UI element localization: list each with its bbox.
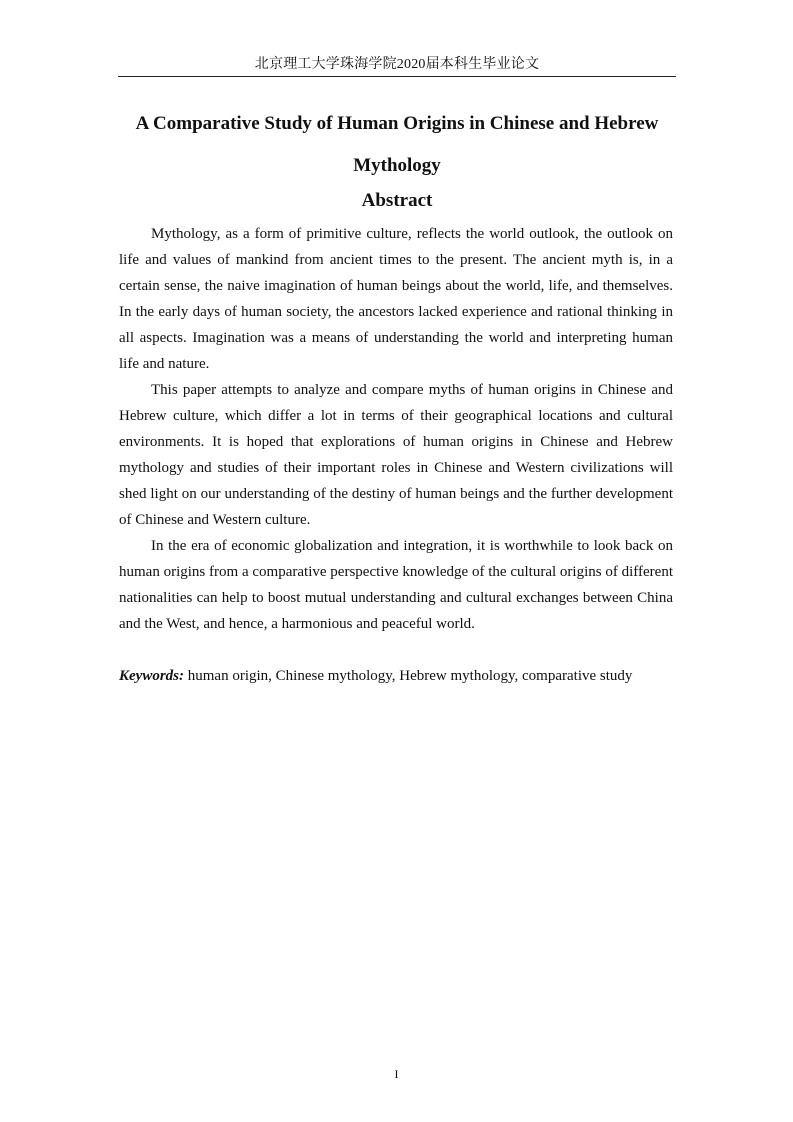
running-header: 北京理工大学珠海学院2020届本科生毕业论文 — [254, 57, 540, 72]
abstract-heading: Abstract — [361, 190, 433, 211]
paper-title: A Comparative Study of Human Origins in Chinese and Hebrew Mythology — [135, 113, 659, 176]
page-number: I — [394, 1067, 399, 1081]
abstract-paragraph-3: In the era of economic globalization and integration, it is worthwhile to look back on human origins from a comparative perspective knowledge of the cultural origins of different nationalities can help to boost mutual understanding and cultural exchanges between China and the West, and hence, a harmonious and peaceful world. — [119, 538, 673, 632]
keywords-line — [119, 663, 679, 689]
header-rule — [118, 76, 676, 77]
abstract-paragraph-1: Mythology, as a form of primitive culture, reflects the world outlook, the outlook on life and values of mankind from ancient times to the present. The ancient myth is, in a certain sense, the naive imagination of human beings about the world, life, and themselves. In the early days of human society, the ancestors lacked experience and rational thinking in all aspects. Imagination was a means of understanding the world and interpreting human life and nature. — [119, 226, 673, 372]
abstract-paragraph-2: This paper attempts to analyze and compare myths of human origins in Chinese and Hebrew culture, which differ a lot in terms of their geographical locations and cultural environments. It is hoped that explorations of human origins in Chinese and Hebrew mythology and studies of their important roles in Chinese and Western civilizations will shed light on our understanding of the destiny of human beings and the further development of Chinese and Western culture. — [119, 382, 673, 528]
keywords-label: Keywords: — [119, 668, 184, 684]
keywords-text: human origin, Chinese mythology, Hebrew mythology, comparative study — [187, 668, 633, 684]
abstract-body — [119, 221, 673, 637]
